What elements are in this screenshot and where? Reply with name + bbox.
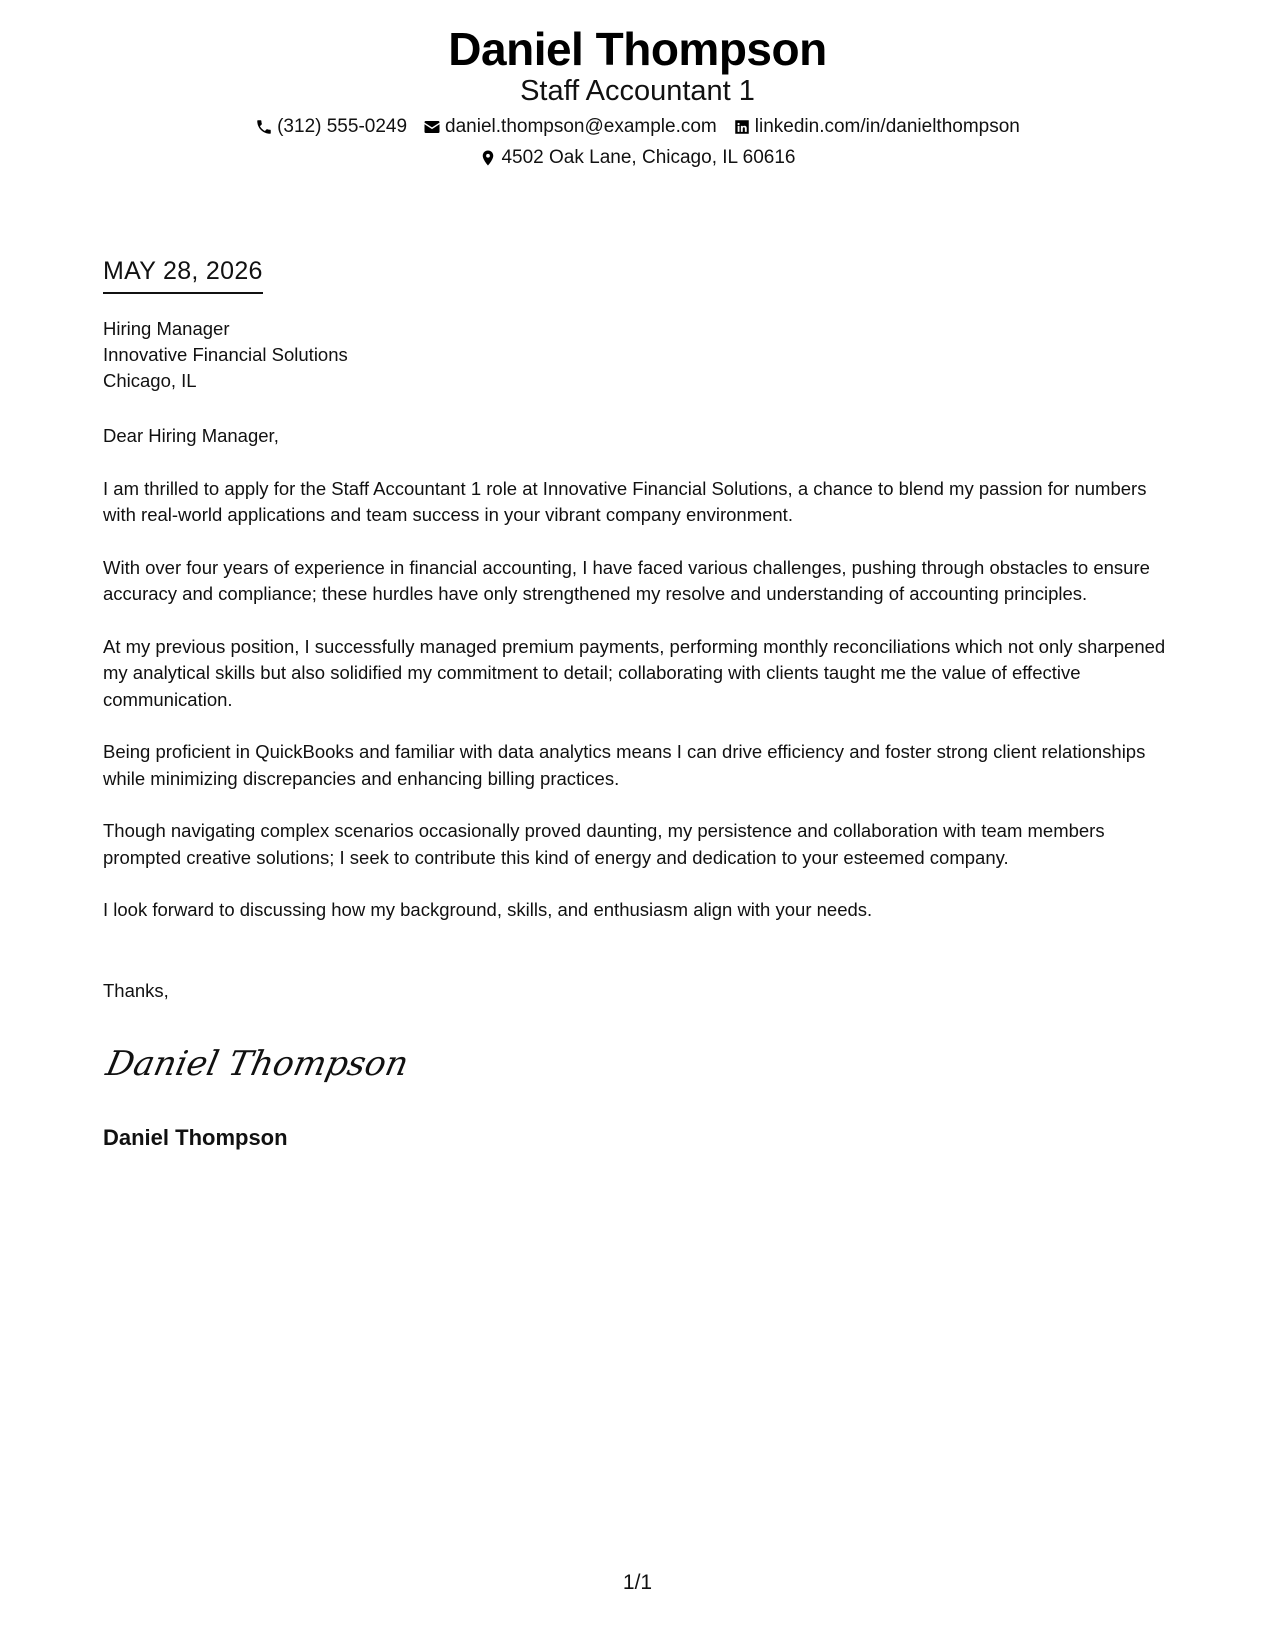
handwritten-signature bbox=[102, 1035, 412, 1090]
linkedin-icon bbox=[733, 118, 751, 136]
map-marker-icon bbox=[479, 149, 497, 167]
body-paragraph: Being proficient in QuickBooks and familiar with data analytics means I can drive efficiency and foster strong client relationships while minimizing discrepancies and enhancing billing practices. bbox=[103, 741, 1146, 789]
email-contact[interactable] bbox=[423, 114, 717, 140]
closing: Thanks, bbox=[103, 980, 169, 1001]
letter-date: MAY 28, 2026 bbox=[103, 256, 263, 294]
job-title: Staff Accountant 1 bbox=[520, 75, 755, 107]
page-number: 1/1 bbox=[622, 1571, 653, 1594]
linkedin-contact[interactable] bbox=[733, 114, 1020, 140]
signed-name: Daniel Thompson bbox=[103, 1125, 288, 1150]
phone-text: (312) 555-0249 bbox=[277, 116, 408, 137]
recipient-line: Chicago, IL bbox=[103, 370, 197, 391]
recipient-line: Hiring Manager bbox=[103, 318, 230, 339]
letter-header bbox=[0, 22, 1275, 171]
address-text: 4502 Oak Lane, Chicago, IL 60616 bbox=[501, 147, 796, 168]
phone-contact[interactable] bbox=[255, 114, 407, 140]
signature-glyphs: Daniel Thompson bbox=[102, 1044, 412, 1084]
salutation: Dear Hiring Manager, bbox=[103, 425, 279, 446]
linkedin-text: linkedin.com/in/danielthompson bbox=[754, 116, 1020, 137]
contact-row bbox=[0, 114, 1275, 140]
envelope-icon bbox=[423, 118, 441, 136]
applicant-name: Daniel Thompson bbox=[448, 23, 827, 75]
address-contact bbox=[479, 145, 795, 171]
recipient-line: Innovative Financial Solutions bbox=[103, 344, 348, 365]
recipient-block bbox=[103, 316, 348, 394]
address-row bbox=[0, 145, 1275, 171]
body-paragraph: With over four years of experience in financial accounting, I have faced various challenges, pushing through obstacles to ensure accuracy and compliance; these hurdles have only strengthened my resolve and understanding of accounting principles. bbox=[103, 556, 1150, 604]
body-paragraph: Though navigating complex scenarios occasionally proved daunting, my persistence and collaboration with team members prompted creative solutions; I seek to contribute this kind of energy and dedication to your esteemed company. bbox=[103, 820, 1105, 868]
email-text: daniel.thompson@example.com bbox=[445, 116, 717, 137]
letter-body bbox=[103, 423, 1183, 950]
body-paragraph: I look forward to discussing how my background, skills, and enthusiasm align with your needs. bbox=[103, 899, 873, 920]
body-paragraph: At my previous position, I successfully managed premium payments, performing monthly reconciliations which not only sharpened my analytical skills but also solidified my commitment to detail; collaborating with clients taught me the value of effective communication. bbox=[103, 635, 1166, 710]
phone-icon bbox=[255, 118, 273, 136]
body-paragraph: I am thrilled to apply for the Staff Accountant 1 role at Innovative Financial Solutions, a chance to blend my passion for numbers with real-world applications and team success in your vibrant company environment. bbox=[103, 477, 1147, 525]
